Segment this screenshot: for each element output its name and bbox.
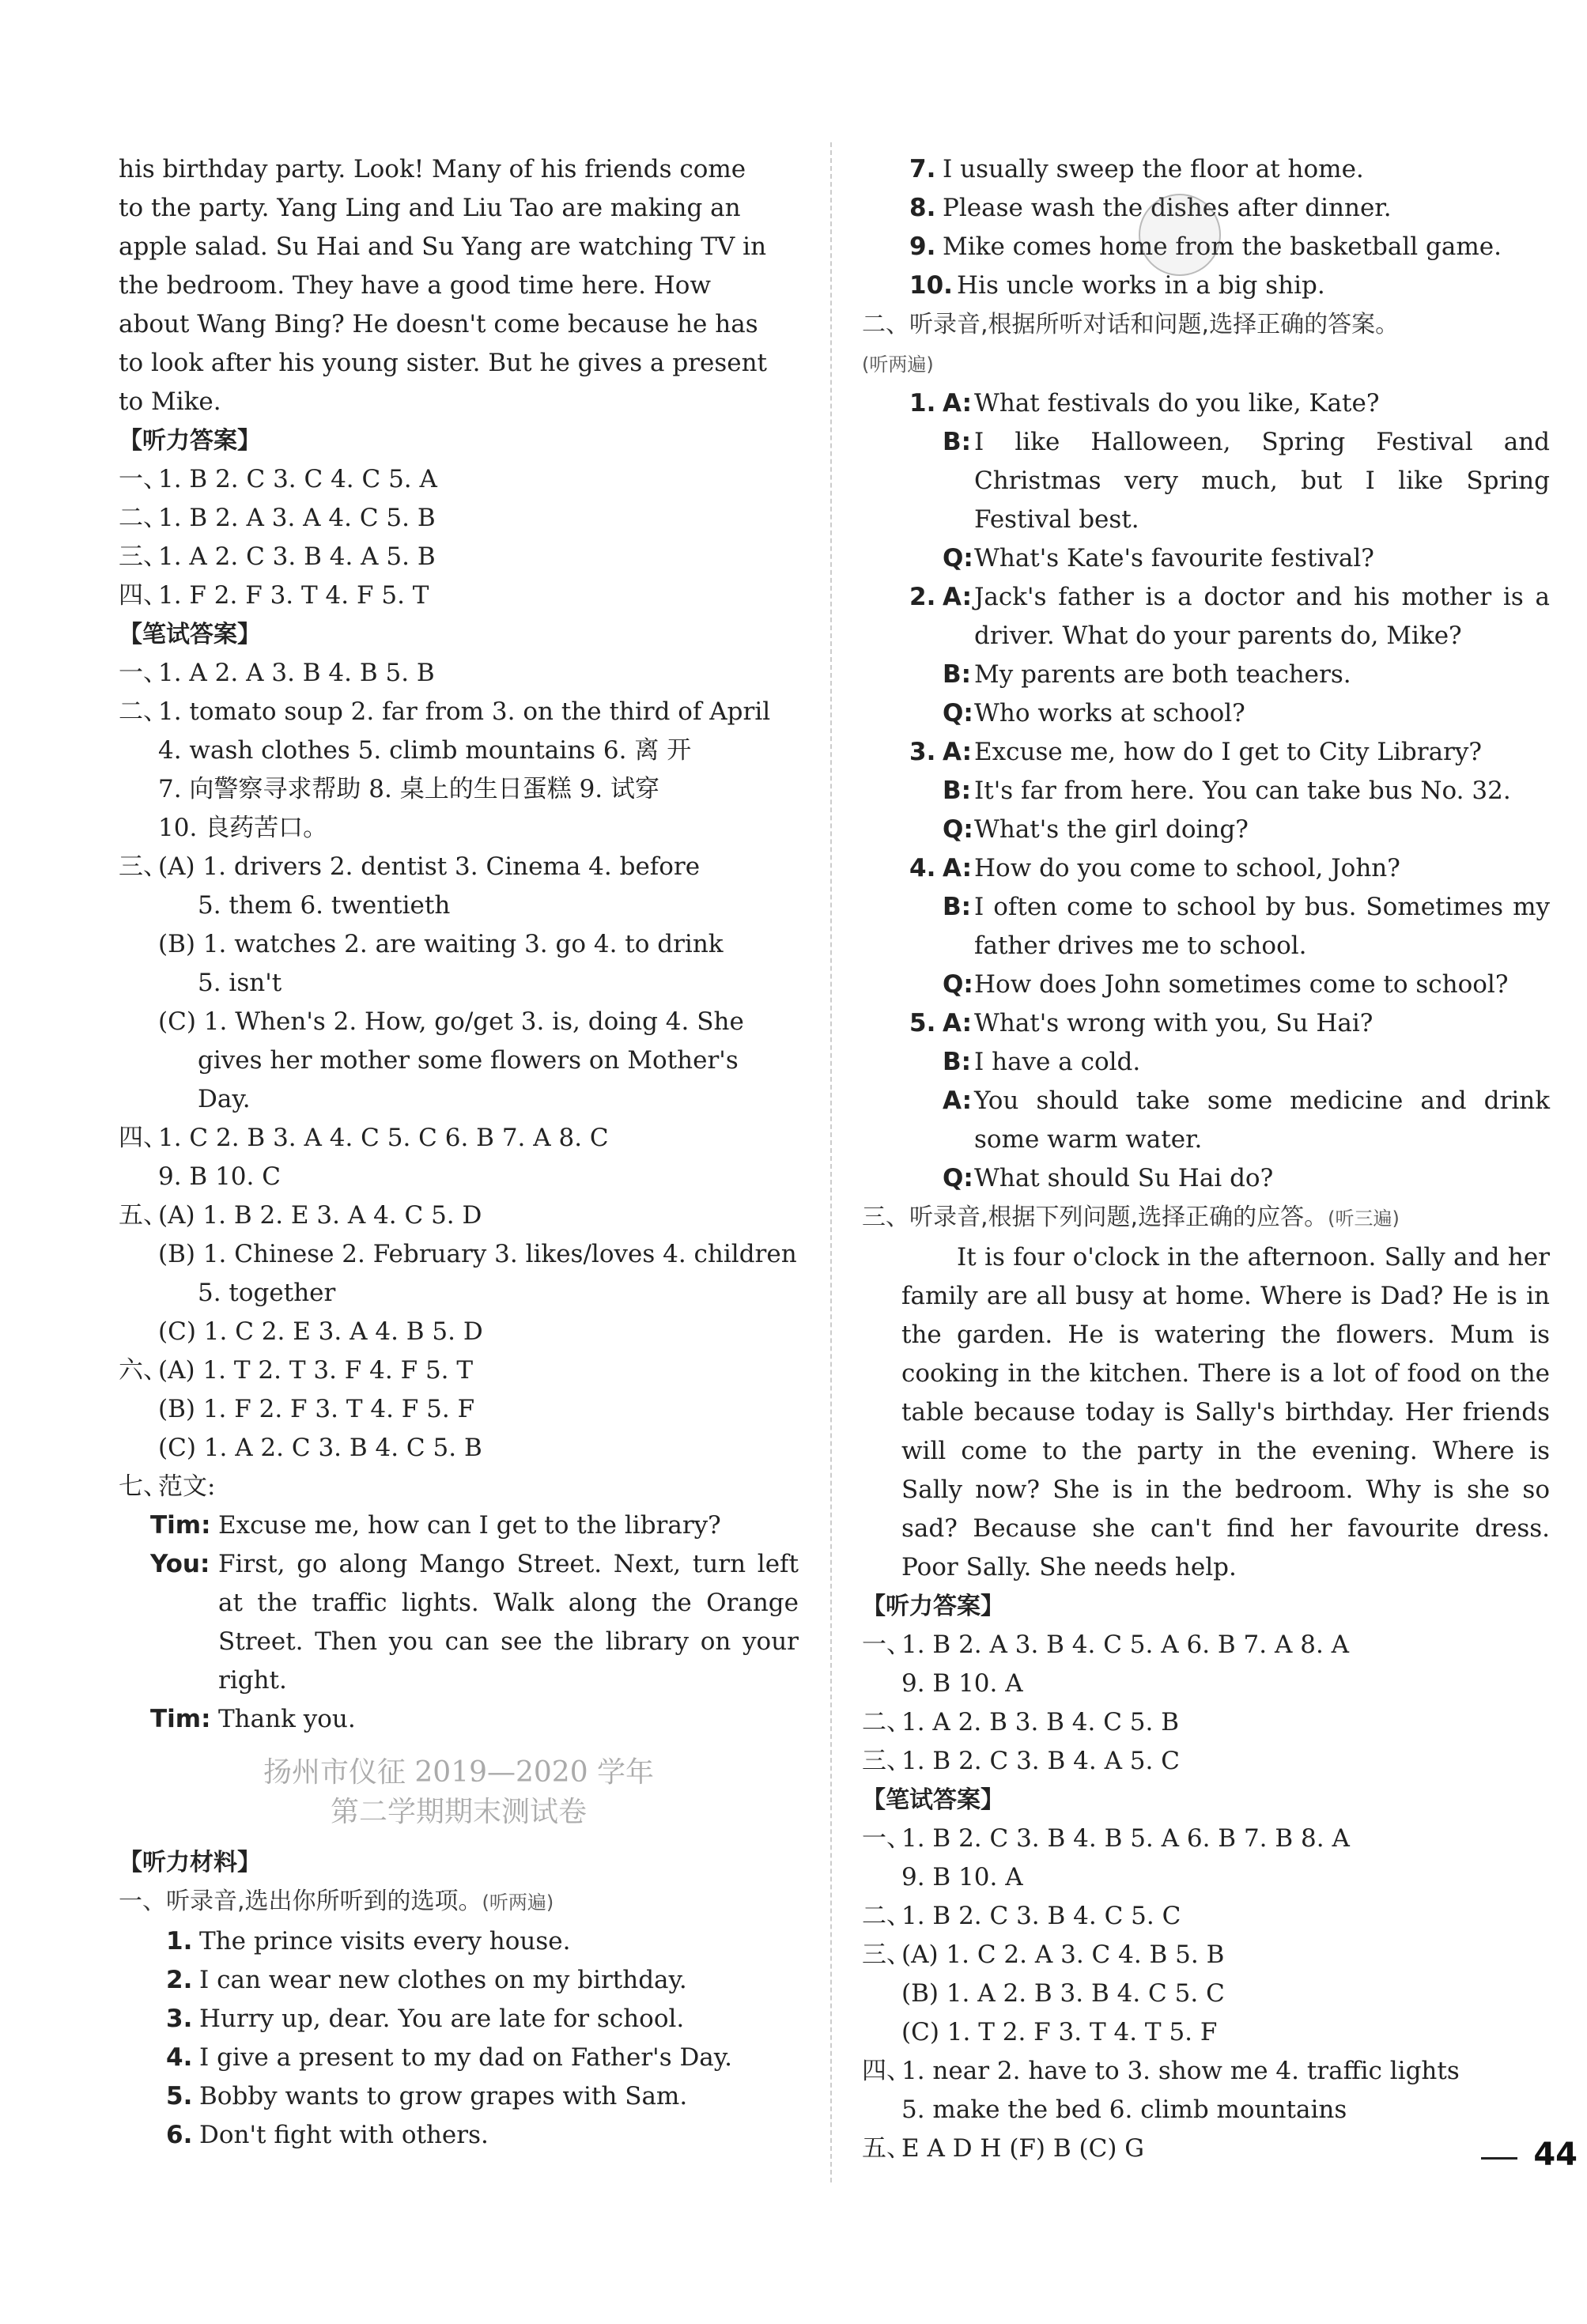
intro-line: to look after his young sister. But he gives a present [119,349,768,377]
dialogue-text: I like Halloween, Spring Festival and Christmas very much, but I like Spring Festival best. [974,428,1550,534]
section-number: 二、 [862,1902,911,1930]
dialogue-text: Excuse me, how do I get to City Library? [974,738,1483,766]
answer-row [862,1742,1550,1781]
intro-line: to Mike. [119,387,221,416]
intro-line: about Wang Bing? He doesn't come because he has [119,310,758,338]
section-number: 三、 [119,852,168,881]
list-item [166,1961,799,2000]
item-number: 2. [909,583,936,611]
stamp-seal-icon [1139,194,1221,276]
instruction-note: (听两遍) [482,1891,554,1914]
answer-text: 5. make the bed 6. climb mountains [901,2095,1347,2124]
speaker: B: [943,893,972,921]
dialogue-text: It's far from here. You can take bus No. 32. [974,777,1511,805]
dialogue-text: How do you come to school, John? [974,854,1400,882]
item-text: I can wear new clothes on my birthday. [199,1966,687,1994]
item-number: 1. [909,389,936,418]
dialogue-text: My parents are both teachers. [974,660,1351,689]
dialogue-text: First, go along Mango Street. Next, turn left at the traffic lights. Walk along the Orange Street. Then you can see the library on your right. [218,1550,799,1695]
dialogue-text: How does John sometimes come to school? [974,970,1509,999]
speaker: A: [943,389,972,418]
dialogue-line [909,423,1550,539]
instruction-text: 二、听录音,根据所听对话和问题,选择正确的答案。 [862,311,1400,338]
dialogue-line [150,1700,799,1739]
item-number: 3. [166,2005,193,2033]
item-number: 3. [909,738,936,766]
answer-text: gives her mother some flowers on Mother's [198,1046,739,1075]
speaker: Tim: [150,1511,211,1540]
answer-row [119,693,799,731]
item-number: 8. [909,194,936,222]
answer-row [119,848,799,886]
answer-row [862,1897,1550,1936]
item-text: I usually sweep the floor at home. [943,155,1364,183]
page-number-dash [1481,2157,1517,2160]
answer-text: Day. [198,1085,251,1113]
answer-row [119,1468,799,1506]
dialogue [909,733,1550,849]
dialogue-text: I often come to school by bus. Sometimes my father drives me to school. [974,893,1550,960]
answer-text: 1. tomato soup 2. far from 3. on the third of April [158,697,771,726]
section-number: 四、 [119,1124,168,1152]
sample-dialogue [119,1506,799,1739]
dialogue-text: What festivals do you like, Kate? [974,389,1380,418]
section-instruction-note [862,344,1550,384]
answer-row [119,1351,799,1390]
listening-material-header: 【听力材料】 [119,1849,261,1876]
dialogue-line [909,849,1550,888]
answer-row [119,538,799,576]
answer-text: E A D H (F) B (C) G [901,2134,1145,2163]
dialogue-line [909,656,1550,694]
section-number: 五、 [119,1201,168,1230]
speaker: Q: [943,544,973,572]
section-number: 二、 [862,1708,911,1736]
speaker: Q: [943,699,973,727]
answer-text: 1. B 2. C 3. B 4. C 5. C [901,1902,1181,1930]
section-instruction [862,1198,1550,1238]
answer-row [119,576,799,615]
answer-text: 9. B 10. C [158,1162,281,1191]
material-list [119,1922,799,2155]
answer-text: 9. B 10. A [901,1669,1023,1698]
section-number: 一、 [862,1631,911,1659]
answer-text: 10. 良药苦口。 [158,814,328,842]
exam-title-line: 第二学期期末测试卷 [330,1796,587,1828]
list-item [166,2077,799,2116]
dialogue-line [909,694,1550,733]
answer-text: (B) 1. F 2. F 3. T 4. F 5. F [158,1395,475,1423]
answer-text: 1. C 2. B 3. A 4. C 5. C 6. B 7. A 8. C [158,1124,609,1152]
answer-row [862,1703,1550,1742]
section-number: 一、 [119,659,168,687]
exam-title [119,1753,799,1832]
page-number: 44 [1533,2137,1578,2173]
answer-text: (A) 1. B 2. E 3. A 4. C 5. D [158,1201,482,1230]
dialogue-text: Excuse me, how can I get to the library? [218,1511,721,1540]
dialogue-line [150,1506,799,1545]
dialogue-list [862,384,1550,1198]
section-number: 三、 [119,542,168,571]
left-column [119,150,799,2155]
answer-text: 1. A 2. A 3. B 4. B 5. B [158,659,435,687]
section-number: 二、 [119,504,168,532]
dialogue-line [909,1043,1550,1082]
answer-row [862,1626,1550,1665]
intro-line: to the party. Yang Ling and Liu Tao are making an [119,194,741,222]
dialogue-text: What's Kate's favourite festival? [974,544,1374,572]
item-text: Bobby wants to grow grapes with Sam. [199,2082,688,2110]
list-item [166,2116,799,2155]
dialogue-text: Thank you. [218,1705,356,1733]
instruction-note: (听两遍) [862,353,934,376]
section-number: 二、 [119,697,168,726]
answer-text: 5. isn't [198,969,282,997]
dialogue-line [909,1004,1550,1043]
item-number: 5. [909,1009,936,1037]
dialogue-text: I have a cold. [974,1048,1141,1076]
dialogue-line [909,1082,1550,1159]
answer-text: 1. B 2. A 3. B 4. C 5. A 6. B 7. A 8. A [901,1631,1350,1659]
answer-text: 4. wash clothes 5. climb mountains 6. 离 开 [158,736,692,765]
listening-passage: It is four o'clock in the afternoon. Sally and her family are all busy at home. Where is Dad? He is in the garden. He is watering the flowers. Mum is cooking in the kitchen. There is a lot of food on the table because today is Sally's birthday. Her friends will come to the party in the evening. Where is Sally now? She is in the bedroom. Why is she so sad? Because she can't find her favourite dress. Poor Sally. She needs help. [901,1243,1550,1581]
dialogue-line [909,578,1550,656]
dialogue-line [909,965,1550,1004]
dialogue-line [909,539,1550,578]
speaker: Tim: [150,1705,211,1733]
speaker: B: [943,428,972,456]
dialogue-line [909,384,1550,423]
column-divider [830,142,832,2182]
instruction-text: 一、听录音,选出你所听到的选项。 [119,1888,482,1915]
answer-row [119,1119,799,1158]
section-number: 五、 [862,2134,911,2163]
item-number: 9. [909,232,936,261]
intro-line: the bedroom. They have a good time here. How [119,271,712,300]
speaker: A: [943,1009,972,1037]
list-item [909,266,1550,305]
written-answers-header: 【笔试答案】 [862,1786,1004,1814]
answer-text: 9. B 10. A [901,1863,1023,1891]
dialogue-line [909,733,1550,772]
answer-row [119,654,799,693]
exam-title-line: 扬州市仪征 2019—2020 学年 [263,1756,655,1789]
answer-text: (C) 1. When's 2. How, go/get 3. is, doing 4. She [158,1007,744,1036]
section-number: 七、 [119,1472,168,1501]
item-text: Mike comes home from the basketball game. [943,232,1502,261]
item-text: Hurry up, dear. You are late for school. [199,2005,685,2033]
list-item [166,2039,799,2077]
speaker: A: [943,1086,972,1115]
answer-text: 1. near 2. have to 3. show me 4. traffic lights [901,2057,1460,2085]
answer-text: 7. 向警察寻求帮助 8. 桌上的生日蛋糕 9. 试穿 [158,775,659,803]
answer-row [862,1820,1550,1858]
dialogue-line [150,1545,799,1700]
dialogue-text: Jack's father is a doctor and his mother is a driver. What do your parents do, Mike? [974,583,1550,650]
answer-row [862,1936,1550,1974]
list-item [909,189,1550,228]
dialogue [909,1004,1550,1198]
list-item [166,2000,799,2039]
speaker: A: [943,854,972,882]
item-text: His uncle works in a big ship. [957,271,1325,300]
instruction-note: (听三遍) [1328,1207,1400,1230]
dialogue [909,384,1550,578]
speaker: B: [943,660,972,689]
answer-text: (C) 1. C 2. E 3. A 4. B 5. D [158,1317,483,1346]
answer-text: 1. F 2. F 3. T 4. F 5. T [158,581,429,610]
speaker: B: [943,1048,972,1076]
item-number: 2. [166,1966,193,1994]
item-number: 6. [166,2121,193,2149]
intro-passage [119,150,799,421]
speaker: Q: [943,1164,973,1192]
answer-text: 1. B 2. C 3. C 4. C 5. A [158,465,437,493]
section-number: 一、 [119,465,168,493]
dialogue [909,578,1550,733]
answer-text: (B) 1. A 2. B 3. B 4. C 5. C [901,1979,1225,2008]
answer-text: 1. B 2. C 3. B 4. B 5. A 6. B 7. B 8. A [901,1824,1350,1853]
dialogue-line [909,1159,1550,1198]
dialogue-line [909,888,1550,965]
answer-text: (B) 1. Chinese 2. February 3. likes/loves 4. children [158,1240,797,1268]
listening-answers-header: 【听力答案】 [119,427,261,455]
dialogue-line [909,772,1550,811]
intro-line: apple salad. Su Hai and Su Yang are watching TV in [119,232,767,261]
dialogue-text: What's wrong with you, Su Hai? [974,1009,1374,1037]
answer-text: 1. A 2. C 3. B 4. A 5. B [158,542,436,571]
answer-row [119,460,799,499]
speaker: A: [943,583,972,611]
item-text: The prince visits every house. [199,1927,571,1956]
section-instruction [862,305,1550,344]
item-text: I give a present to my dad on Father's Day. [199,2043,733,2072]
item-number: 10. [909,271,953,300]
answer-text: (C) 1. A 2. C 3. B 4. C 5. B [158,1434,482,1462]
right-column [862,150,1550,2168]
section-number: 四、 [119,581,168,610]
dialogue-text: Who works at school? [974,699,1245,727]
item-text: Please wash the dishes after dinner. [943,194,1392,222]
answer-text: 5. together [198,1279,336,1307]
speaker: Q: [943,970,973,999]
answer-text: 1. A 2. B 3. B 4. C 5. B [901,1708,1180,1736]
section-number: 一、 [862,1824,911,1853]
section-number: 三、 [862,1747,911,1775]
answer-text: (A) 1. C 2. A 3. C 4. B 5. B [901,1940,1225,1969]
speaker: A: [943,738,972,766]
dialogue-line [909,811,1550,849]
answer-row [119,499,799,538]
item-text: Don't fight with others. [199,2121,489,2149]
dialogue-text: What should Su Hai do? [974,1164,1274,1192]
answer-text: (B) 1. watches 2. are waiting 3. go 4. to drink [158,930,724,958]
sample-label: 范文: [158,1472,216,1501]
dialogue [909,849,1550,1004]
answer-text: (A) 1. drivers 2. dentist 3. Cinema 4. before [158,852,701,881]
intro-line: his birthday party. Look! Many of his friends come [119,155,746,183]
item-number: 4. [166,2043,193,2072]
answer-text: (C) 1. T 2. F 3. T 4. T 5. F [901,2018,1218,2046]
section-number: 六、 [119,1356,168,1385]
speaker: You: [150,1550,210,1578]
list-item [166,1922,799,1961]
dialogue-text: What's the girl doing? [974,815,1249,844]
dialogue-text: You should take some medicine and drink some warm water. [974,1086,1550,1154]
answer-row [119,1196,799,1235]
answer-text: 1. B 2. A 3. A 4. C 5. B [158,504,436,532]
list-item [909,228,1550,266]
answer-text: (A) 1. T 2. T 3. F 4. F 5. T [158,1356,474,1385]
section-number: 三、 [862,1940,911,1969]
instruction-text: 三、听录音,根据下列问题,选择正确的应答。 [862,1204,1328,1231]
answer-row [862,2052,1550,2091]
listening-answers-header: 【听力答案】 [862,1593,1004,1620]
answer-text: 5. them 6. twentieth [198,891,451,920]
item-number: 4. [909,854,936,882]
item-number: 5. [166,2082,193,2110]
speaker: Q: [943,815,973,844]
answer-row [862,2129,1550,2168]
section-number: 四、 [862,2057,911,2085]
section-instruction [119,1882,799,1922]
written-answers-header: 【笔试答案】 [119,621,261,648]
list-item [909,150,1550,189]
answer-text: 1. B 2. C 3. B 4. A 5. C [901,1747,1180,1775]
item-number: 7. [909,155,936,183]
speaker: B: [943,777,972,805]
item-number: 1. [166,1927,193,1956]
